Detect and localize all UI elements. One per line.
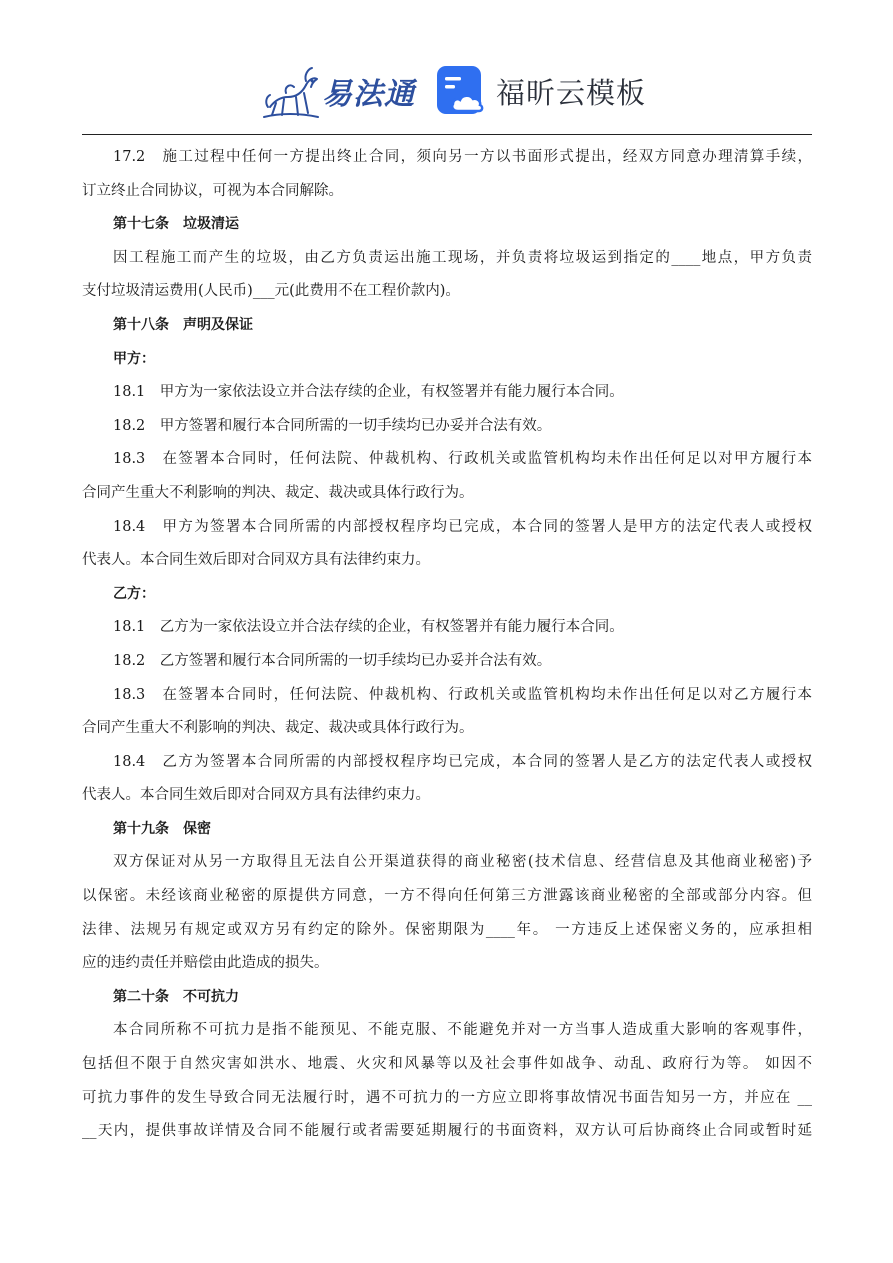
section-heading: 第十九条 保密 (113, 820, 211, 837)
paragraph-line: 可抗力事件的发生导致合同无法履行时，遇不可抗力的一方应立即将事故情况书面告知另一方，并应在 __ (82, 1089, 812, 1106)
paragraph-line: 因工程施工而产生的垃圾，由乙方负责运出施工现场，并负责将垃圾运到指定的____地点，甲方负责 (113, 249, 812, 266)
paragraph-line: 18.1 甲方为一家依法设立并合法存续的企业，有权签署并有能力履行本合同。 (113, 384, 624, 401)
document-body (82, 141, 812, 1149)
paragraph-line: 代表人。本合同生效后即对合同双方具有法律约束力。 (82, 787, 430, 804)
paragraph-line: 双方保证对从另一方取得且无法自公开渠道获得的商业秘密(技术信息、经营信息及其他商业秘密)予 (113, 854, 812, 871)
paragraph-line: 18.2 甲方签署和履行本合同所需的一切手续均已办妥并合法有效。 (113, 417, 552, 434)
paragraph-line: 18.4 乙方为签署本合同所需的内部授权程序均已完成，本合同的签署人是乙方的法定代表人或授权 (113, 753, 812, 770)
cloud-document-icon (436, 65, 488, 117)
section-heading: 第十七条 垃圾清运 (113, 216, 239, 233)
paragraph-line: 18.2 乙方签署和履行本合同所需的一切手续均已办妥并合法有效。 (113, 652, 552, 669)
foxit-template-logo (436, 64, 646, 118)
paragraph-line: 本合同所称不可抗力是指不能预见、不能克服、不能避免并对一方当事人造成重大影响的客观事件， (113, 1022, 812, 1039)
party-heading: 乙方： (113, 585, 155, 602)
paragraph-line: 18.3 在签署本合同时，任何法院、仲裁机构、行政机关或监管机构均未作出任何足以对乙方履行本 (113, 686, 812, 703)
paragraph-line: 法律、法规另有规定或双方另有约定的除外。保密期限为____年。 一方违反上述保密义务的，应承担相 (82, 921, 812, 938)
paragraph-line: 17.2 施工过程中任何一方提出终止合同，须向另一方以书面形式提出，经双方同意办理清算手续， (113, 149, 812, 165)
paragraph-line: 18.3 在签署本合同时，任何法院、仲裁机构、行政机关或监管机构均未作出任何足以对甲方履行本 (113, 451, 812, 468)
paragraph-line: 代表人。本合同生效后即对合同双方具有法律约束力。 (82, 552, 430, 569)
paragraph-line: 18.1 乙方为一家依法设立并合法存续的企业，有权签署并有能力履行本合同。 (113, 619, 624, 636)
page-header (0, 58, 893, 122)
section-heading: 第二十条 不可抗力 (113, 988, 239, 1005)
paragraph-line: __天内，提供事故详情及合同不能履行或者需要延期履行的书面资料，双方认可后协商终止合同或暂时延 (82, 1123, 812, 1140)
yifatong-wordmark: 易法通 (322, 77, 415, 112)
paragraph-line: 合同产生重大不利影响的判决、裁定、裁决或具体行政行为。 (82, 720, 474, 737)
party-heading: 甲方： (113, 350, 155, 367)
paragraph-line: 订立终止合同协议，可视为本合同解除。 (82, 182, 343, 199)
paragraph-line: 以保密。未经该商业秘密的原提供方同意，一方不得向任何第三方泄露该商业秘密的全部或部分内容。但 (82, 888, 812, 905)
paragraph-line: 支付垃圾清运费用(人民币)___元(此费用不在工程价款内)。 (82, 283, 460, 300)
paragraph-line: 包括但不限于自然灾害如洪水、地震、火灾和风暴等以及社会事件如战争、动乱、政府行为等。 如因不 (82, 1056, 812, 1073)
paragraph-line: 合同产生重大不利影响的判决、裁定、裁决或具体行政行为。 (82, 484, 474, 501)
paragraph-line: 应的违约责任并赔偿由此造成的损失。 (82, 955, 329, 972)
paragraph-line: 18.4 甲方为签署本合同所需的内部授权程序均已完成，本合同的签署人是甲方的法定代表人或授权 (113, 518, 812, 535)
foxit-template-wordmark: 福昕云模板 (496, 75, 647, 110)
qilin-emblem-icon (262, 63, 320, 119)
yifatong-logo (262, 62, 415, 120)
header-divider (82, 134, 812, 135)
section-heading: 第十八条 声明及保证 (113, 316, 253, 333)
